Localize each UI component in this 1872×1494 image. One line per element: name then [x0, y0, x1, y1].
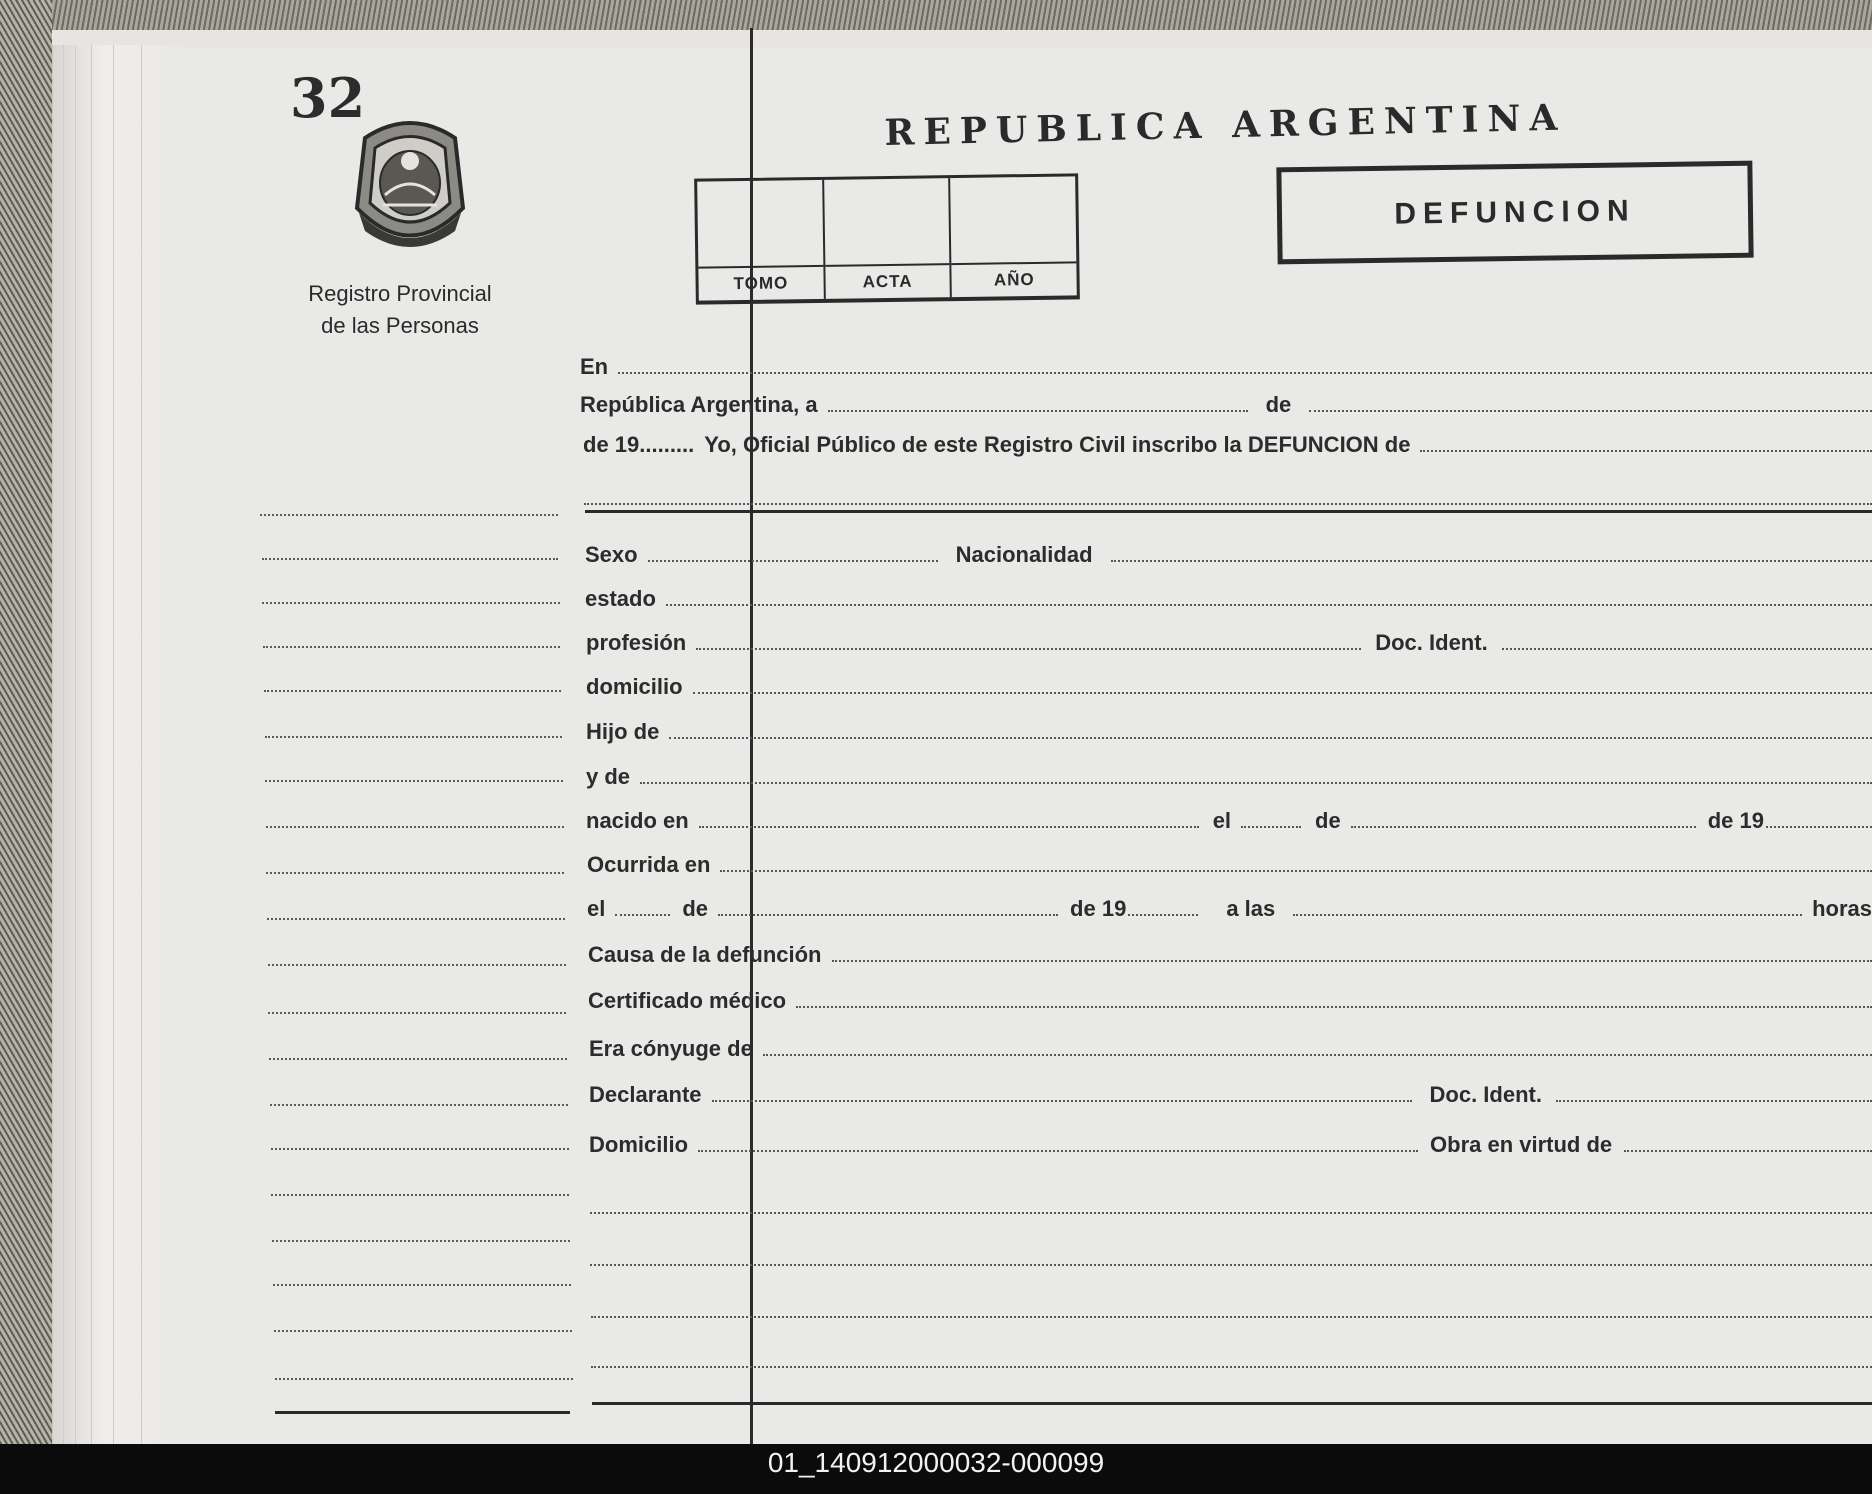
tomo-cell [697, 180, 825, 301]
margin-entry-line [264, 690, 561, 692]
ano-label: AÑO [993, 269, 1035, 290]
acta-label: ACTA [862, 271, 913, 292]
line-yo [583, 428, 1872, 458]
label-de: de [1265, 392, 1292, 417]
label-el: el [1212, 808, 1232, 833]
line-estado [585, 582, 1872, 612]
label-declarante: Declarante [589, 1082, 702, 1107]
label-republica: República Argentina, a [580, 392, 818, 417]
line-domicilio [586, 670, 1872, 700]
field-birth-day[interactable] [1241, 826, 1301, 828]
line-nacido [586, 804, 1872, 834]
label-nacido-en: nacido en [586, 808, 689, 833]
acta-value-box[interactable] [824, 178, 950, 267]
registry-name [280, 278, 520, 342]
label-obra: Obra en virtud de [1430, 1132, 1613, 1157]
margin-entry-line [265, 780, 563, 782]
label-domicilio: Domicilio [589, 1132, 689, 1157]
registry-line-2: de las Personas [321, 313, 479, 338]
label-de19-death: de 19 [1070, 896, 1127, 921]
page-number: 32 [290, 66, 366, 130]
margin-entry-line [265, 736, 562, 738]
label-de: de [1315, 808, 1341, 833]
label-en: En [580, 354, 609, 379]
label-profesion: profesión [586, 630, 687, 655]
registration-grid [694, 173, 1080, 304]
field-birth-month[interactable] [1351, 826, 1696, 828]
margin-entry-line [266, 872, 564, 874]
line-y-de [586, 760, 1872, 790]
field-doc-ident-declarante[interactable] [1556, 1100, 1872, 1102]
margin-entry-line [266, 826, 564, 828]
margin-entry-line [262, 558, 558, 560]
label-domicilio-lower: domicilio [586, 674, 683, 699]
document-type: DEFUNCION [1394, 193, 1636, 231]
field-en[interactable] [618, 372, 1872, 374]
field-causa[interactable] [832, 960, 1872, 962]
label-sexo: Sexo [585, 542, 638, 567]
margin-entry-line [273, 1284, 571, 1286]
label-nacionalidad: Nacionalidad [955, 542, 1093, 567]
registry-line-1: Registro Provincial [308, 281, 492, 306]
field-sexo[interactable] [648, 560, 938, 562]
margin-entry-line [270, 1104, 568, 1106]
margin-entry-line [275, 1378, 573, 1380]
field-domicilio-declarante[interactable] [698, 1150, 1418, 1152]
label-a-las: a las [1226, 896, 1276, 921]
field-day[interactable] [828, 410, 1248, 412]
field-mother[interactable] [640, 782, 1872, 784]
margin-entry-line [274, 1330, 572, 1332]
notes-line[interactable] [591, 1316, 1872, 1318]
field-domicilio[interactable] [693, 692, 1872, 694]
field-father[interactable] [669, 737, 1872, 739]
margin-entry-line [271, 1148, 569, 1150]
field-deceased-name[interactable] [1420, 450, 1872, 452]
field-death-time[interactable] [1293, 914, 1802, 916]
field-certificado[interactable] [796, 1006, 1872, 1008]
label-doc-ident: Doc. Ident. [1375, 630, 1488, 655]
field-conyuge[interactable] [763, 1054, 1872, 1056]
field-birthplace[interactable] [699, 826, 1199, 828]
margin-entry-line [268, 964, 566, 966]
field-death-day[interactable] [615, 914, 670, 916]
tomo-value-box[interactable] [697, 180, 823, 269]
margin-entry-line [271, 1194, 569, 1196]
line-certificado [588, 984, 1872, 1014]
book-binding-left [0, 0, 52, 1444]
section-rule [585, 510, 1872, 513]
label-de-death: de [682, 896, 709, 921]
label-ocurrida-en: Ocurrida en [587, 852, 711, 877]
label-certificado: Certificado médico [588, 988, 787, 1013]
field-doc-ident[interactable] [1502, 648, 1872, 650]
country-title: REPUBLICA ARGENTINA [884, 96, 1567, 154]
field-declarante[interactable] [712, 1100, 1412, 1102]
margin-entry-line [260, 514, 558, 516]
field-death-year[interactable] [1128, 914, 1198, 916]
margin-entry-line [269, 1058, 567, 1060]
line-ocurrida [587, 848, 1872, 878]
margin-end-rule [275, 1411, 570, 1414]
label-y-de: y de [586, 764, 631, 789]
label-de19: de 19......... [583, 432, 695, 457]
label-conyuge: Era cónyuge de [589, 1036, 753, 1061]
field-birth-year[interactable] [1766, 826, 1872, 828]
ano-value-box[interactable] [950, 176, 1076, 265]
label-de19-birth: de 19 [1707, 808, 1764, 833]
line-causa [588, 938, 1872, 968]
register-page [180, 48, 1872, 1444]
image-id-caption: 01_140912000032-000099 [767, 1447, 1105, 1478]
field-nacionalidad[interactable] [1111, 560, 1872, 562]
field-death-month[interactable] [718, 914, 1058, 916]
line-fecha-hora [587, 892, 1872, 922]
book-binding-top [0, 0, 1872, 30]
line-profesion [586, 626, 1872, 656]
field-deceased-name-cont[interactable] [584, 503, 1872, 505]
line-domicilio-declarante [589, 1128, 1872, 1158]
margin-entry-line [268, 1012, 566, 1014]
line-sexo [585, 538, 1872, 568]
label-el-death: el [587, 896, 606, 921]
notes-line[interactable] [590, 1212, 1872, 1214]
label-hijo-de: Hijo de [586, 719, 660, 744]
ano-cell [950, 176, 1076, 297]
notes-line[interactable] [590, 1264, 1872, 1266]
field-obra[interactable] [1624, 1150, 1872, 1152]
field-profesion[interactable] [696, 648, 1361, 650]
tomo-label: TOMO [733, 273, 789, 294]
label-horas: horas [1812, 896, 1872, 921]
margin-entry-line [267, 918, 565, 920]
acta-cell [824, 178, 952, 299]
label-estado: estado [585, 586, 656, 611]
field-estado[interactable] [666, 604, 1872, 606]
label-doc-ident-declarante: Doc. Ident. [1429, 1082, 1542, 1107]
field-death-place[interactable] [720, 870, 1872, 872]
label-causa: Causa de la defunción [588, 942, 822, 967]
margin-entry-line [263, 646, 560, 648]
page-stack-edge [52, 45, 183, 1444]
margin-entry-line [272, 1240, 570, 1242]
field-month[interactable] [1309, 410, 1872, 412]
page-end-rule [592, 1402, 1872, 1405]
line-conyuge [589, 1032, 1872, 1062]
coat-of-arms-misiones-icon [345, 113, 475, 253]
line-declarante [589, 1078, 1872, 1108]
margin-entry-line [262, 602, 560, 604]
document-type-box [1276, 161, 1753, 265]
notes-line[interactable] [591, 1366, 1872, 1368]
line-en [580, 350, 1872, 380]
line-republica [580, 388, 1872, 418]
line-hijo [586, 715, 1872, 745]
label-yo-oficial: Yo, Oficial Público de este Registro Civil inscribo la DEFUNCION de [704, 432, 1411, 457]
